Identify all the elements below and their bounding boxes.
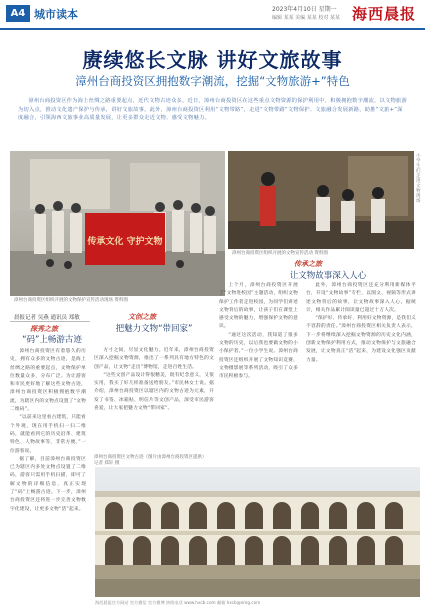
paragraph: “以前来这里看古建筑，只能看个外观，现在用手机扫一扫二维码，就能看到它的历史沿革、建筑特色、人物故事等，非常方便。”一位游客说。 bbox=[10, 415, 86, 454]
group-photo bbox=[10, 151, 225, 296]
section3-kicker: 传承之旅 bbox=[294, 260, 322, 268]
historic-building-photo bbox=[95, 467, 420, 597]
column-3 bbox=[219, 282, 298, 439]
section2-heading: 把魅力文物“带回家” bbox=[115, 324, 193, 334]
column-2 bbox=[94, 347, 214, 455]
page-header bbox=[0, 0, 425, 30]
newspaper-logo: 海西晨报 bbox=[352, 5, 417, 23]
paragraph: 此外，漳州台商投资区还充分利用新媒体平台，开设“文物故事”专栏，以图文、视频等形式讲述文物背后的故事，让文物故事深入人心。据统计，相关作品累计阅读量已超过十万人次。 bbox=[306, 283, 416, 313]
photo1-caption: 漳州台商投资区组织开展的文物保护宣传活动现场 资料图 bbox=[14, 298, 128, 303]
column-4 bbox=[306, 282, 416, 439]
byline: 晨报记者 吴燕 通讯员 郑敏 bbox=[14, 315, 80, 321]
page-number: A4 bbox=[6, 5, 30, 22]
activity-photo bbox=[228, 151, 414, 249]
section1-kicker: 探秀之旅 bbox=[30, 325, 58, 333]
editors-line: 编辑 某某 美编 某某 校对 某某 bbox=[272, 15, 340, 21]
caption-credit: 记者 郑轩 摄 bbox=[94, 461, 120, 466]
section-title: 城市读本 bbox=[34, 8, 78, 21]
date-line: 2023年4月10日 星期一 bbox=[272, 6, 337, 13]
paragraph: 上个月，漳州台商投资区开展了“文物进校园”主题活动，组织文物保护工作者走进校园，为同学们讲述文物背后的故事，让孩子们在课堂上感受文物的魅力，增强保护文物的意识。 bbox=[219, 283, 298, 330]
article-title: 赓续悠长文脉 讲好文旅故事 bbox=[82, 48, 343, 72]
section1-heading: “码”上畅游古迹 bbox=[22, 335, 82, 345]
paragraph: “保护好、传承好、利用好文物资源，是我们义不容辞的责任。”漳州台商投资区相关负责人表示，下一步将继续深入挖掘文物资源的历史文化内涵，创新文物保护利用方式，推动文物保护与文旅融合发展，让文物真正“活”起来，为建设文化强区贡献力量。 bbox=[306, 316, 416, 363]
paragraph: “这些文创产品设计得很精美，既有纪念意义，又很实用，我买了好几样准备送给朋友。”市民林女士说。据介绍，漳州台商投资区以辖区内的文物古迹为元素，开发了书签、冰箱贴、明信片等文创产品，深受市民游客喜爱，让大家把魅力文物“带回家”。 bbox=[94, 372, 214, 412]
banner-text: 传承文化 守护文物 bbox=[87, 237, 163, 247]
paragraph: “通过这次活动，我知道了很多文物的历史，以后我也要做文物的小小保护者。”一位小学生说。漳州台商投资区还组织开展了文物知识竞赛、文物摄影展等系列活动，吸引了众多市民积极参与。 bbox=[219, 332, 298, 380]
caption-line: 漳州台商投资区文物古迹（图片由漳州台商投资区提供） bbox=[94, 455, 207, 460]
column-1 bbox=[10, 348, 86, 606]
vertical-caption: 小学生们走进文物现场 bbox=[416, 154, 421, 204]
paragraph: 方寸之间，尽显文化魅力。近年来，漳州台商投资区深入挖掘文物资源，推出了一系列具有地方特色的文创产品，让文物“走出”博物馆，走进百姓生活。 bbox=[94, 348, 214, 370]
paragraph: 漳州台商投资区有着悠久的历史，拥有众多的文物古迹，是海上丝绸之路的重要起点，文物保护单位数量众多，分布广泛。为让游客和市民更好地了解这些文物古迹，漳州台商投资区积极拥抱数字潮流，为辖区内的文物点设置了“文物二维码”。 bbox=[10, 349, 86, 413]
article-subtitle: 漳州台商投资区拥抱数字潮流，挖掘“文物旅游+”特色 bbox=[75, 74, 350, 88]
paragraph: 据了解，目前漳州台商投资区已为辖区内多处文物点设置了二维码，游客只需用手机扫描，即可了解文物的详细信息，真正实现了“码”上畅游古迹。下一步，漳州台商投资区还将进一步完善文物数字化建设，让更多文物“活”起来。 bbox=[10, 456, 86, 512]
photo3-caption bbox=[94, 455, 214, 467]
page-footer: 海西晨报官方网站 官方微信 官方微博 热线电话 www.hxcb.com 邮箱 hxcb@xmg.com bbox=[95, 600, 261, 605]
photo2-caption: 漳州台商投资区组织开展的文物宣传活动 资料图 bbox=[232, 251, 328, 256]
section3-heading: 让文物故事深入人心 bbox=[289, 271, 367, 281]
divider bbox=[10, 321, 90, 322]
article-intro: 漳州台商投资区作为海上丝绸之路重要起点，近代文物古迹众多。近日，漳州台商投资区在这些重点文物资源的保护利用中，积极拥抱数字潮流，以文物旅游为切入点，推动文化遗产保护与传承，讲好文旅故事。此外，漳州台商投资区利用“文物带路”，走进“文物带路”文物保护、文旅融合发展新路，助推“文旅+”深度融合，引领海西文旅事业高质量发展，让更多群众走近文物、感受文物魅力。 bbox=[18, 98, 408, 122]
section2-kicker: 文创之旅 bbox=[128, 313, 156, 321]
